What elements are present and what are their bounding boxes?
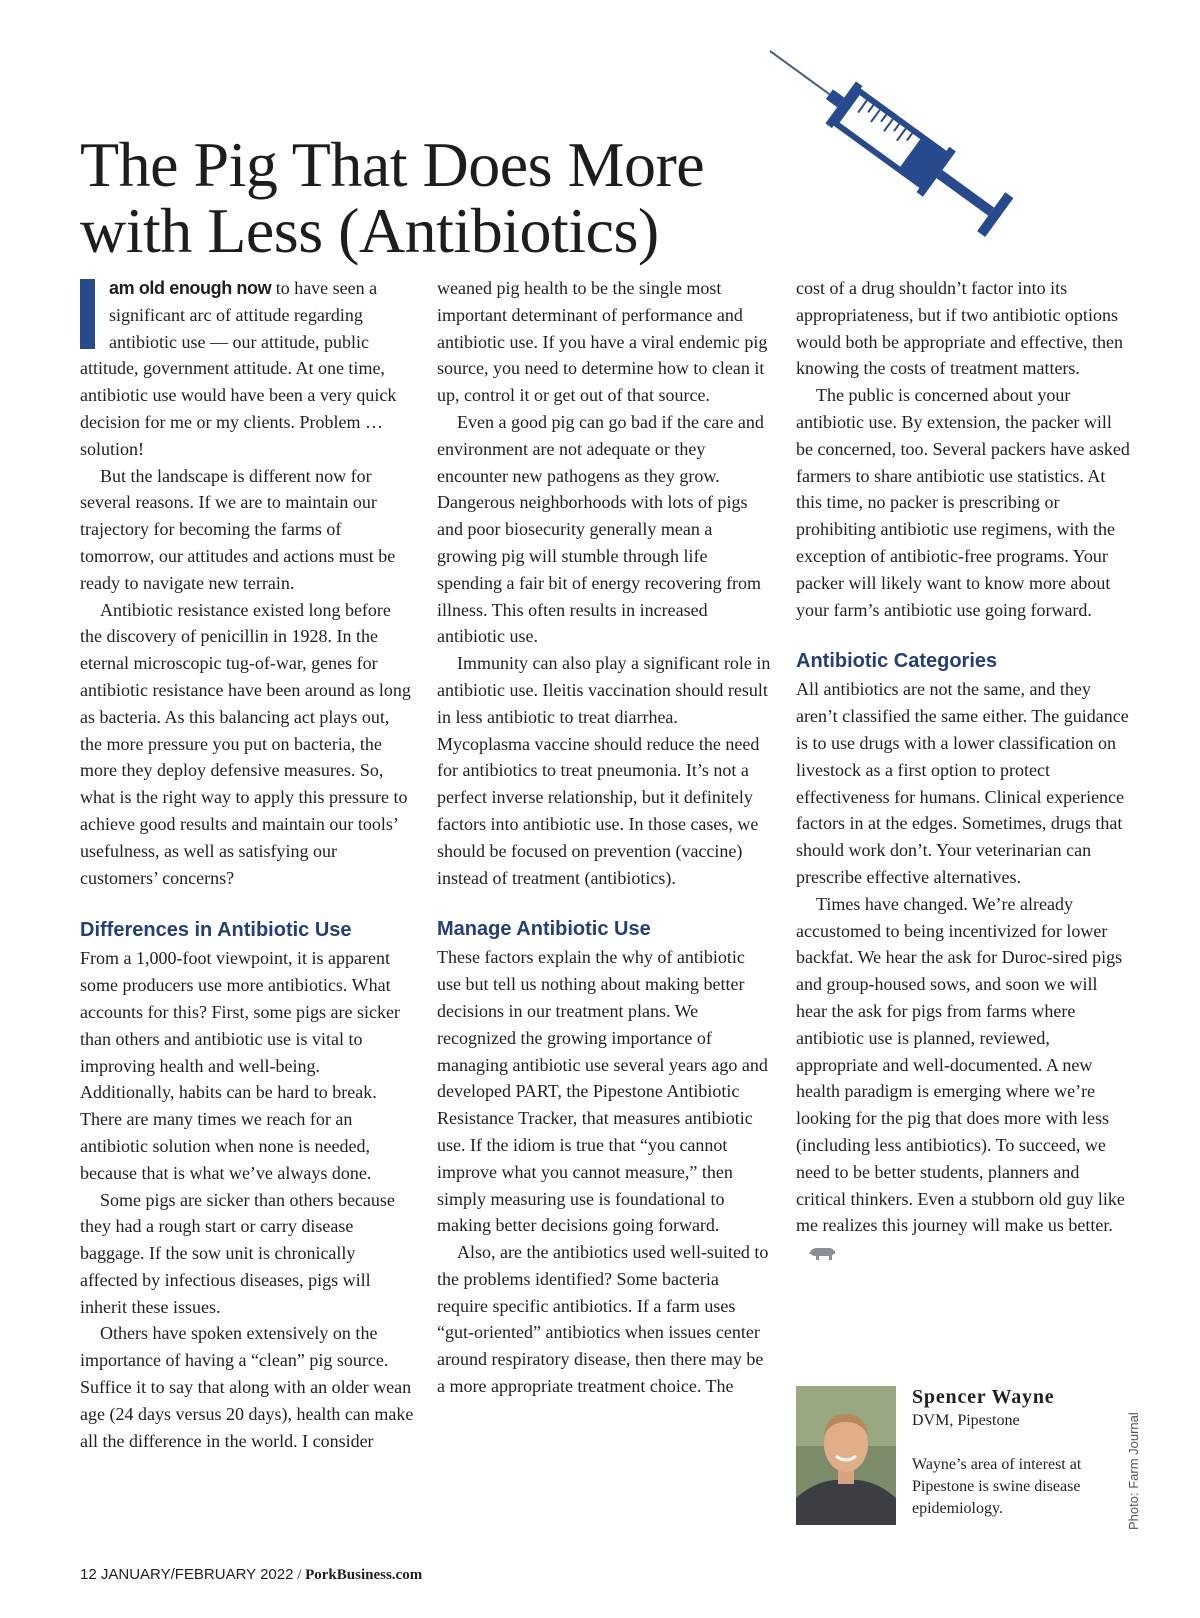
author-bio <box>796 1386 1136 1526</box>
column-1 <box>80 275 414 1454</box>
footer-site: PorkBusiness.com <box>305 1567 423 1583</box>
paragraph-closing <box>796 891 1132 1266</box>
paragraph: Some pigs are sicker than others because they had a rough start or carry disease baggage. If the sow unit is chronically affected by infectious diseases, pigs will inherit these issues. <box>80 1189 395 1317</box>
drop-cap-bar <box>80 279 95 349</box>
author-description: Wayne’s area of interest at Pipestone is swine disease epidemiology. <box>912 1456 1082 1517</box>
syringe-illustration <box>770 48 1070 273</box>
article-title <box>80 129 780 266</box>
author-photo <box>796 1386 896 1525</box>
paragraph: The public is concerned about your antibiotic use. By extension, the packer will be concerned, too. Several packers have asked farmers to share antibiotic use statistics. At this time, no packer is prescribing or prohibiting antibiotic use regimens, with the exception of antibiotic-free programs. Your packer will likely want to know more about your farm’s antibiotic use going forward. <box>796 385 1130 620</box>
pig-end-mark-icon <box>808 1246 836 1261</box>
paragraph: But the landscape is different now for several reasons. If we are to maintain our trajectory for becoming the farms of tomorrow, our attitudes and actions must be ready to navigate new terrain. <box>80 465 396 593</box>
paragraph: From a 1,000-foot viewpoint, it is apparent some producers use more antibiotics. What accounts for this? First, some pigs are sicker than others and antibiotic use is vital to improving health and well-being. Additionally, habits can be hard to break. There are many times we reach for an antibiotic solution when none is needed, because that is what we’ve always done. <box>80 948 400 1183</box>
footer-separator: / <box>293 1567 306 1583</box>
subheading-differences: Differences in Antibiotic Use <box>80 919 352 942</box>
paragraph: These factors explain the why of antibiotic use but tell us nothing about making better decisions in our treatment plans. We recognized the growing importance of managing antibiotic use several years ago and developed PART, the Pipestone Antibiotic Resistance Tracker, that measures antibiotic use. If the idiom is true that “you cannot improve what you cannot measure,” then simply measuring use is foundational to making better decisions going forward. <box>437 947 768 1236</box>
column-2 <box>437 275 771 1400</box>
paragraph: Even a good pig can go bad if the care and environment are not adequate or they encounter new pathogens as they grow. Dangerous neighborhoods with lots of pigs and poor biosecurity generally mean a growing pig will stumble through life spending a fair bit of energy recovering from illness. This often results in increased antibiotic use. <box>437 411 764 647</box>
column-3 <box>796 275 1132 1266</box>
lead-in: am old enough now <box>109 278 272 298</box>
subheading-categories: Antibiotic Categories <box>796 650 998 673</box>
author-name: Spencer Wayne <box>912 1386 1055 1408</box>
author-role: DVM, Pipestone <box>912 1412 1020 1429</box>
page-number-issue: 12 JANUARY/FEBRUARY 2022 <box>80 1566 294 1583</box>
title-line-1: The Pig That Does More <box>80 129 705 200</box>
title-line-2: with Less (Antibiotics) <box>80 195 659 266</box>
paragraph: weaned pig health to be the single most important determinant of performance and antibiotic use. If you have a viral endemic pig source, you need to determine how to clean it up, control it or get out of that source. <box>437 278 768 406</box>
paragraph: Also, are the antibiotics used well-suited to the problems identified? Some bacteria require specific antibiotics. If a farm uses “gut-oriented” antibiotics when issues center around respiratory disease, then there may be a more appropriate treatment choice. The <box>437 1242 769 1397</box>
paragraph: All antibiotics are not the same, and they aren’t classified the same either. The guidance is to use drugs with a lower classification on livestock as a first option to protect effectiveness for humans. Clinical experience factors in at the edges. Sometimes, drugs that should work don’t. Your veterinarian can prescribe effective alternatives. <box>796 679 1129 887</box>
intro-text: to have seen a significant arc of attitude regarding antibiotic use — our attitude, public attitude, government attitude. At one time, antibiotic use would have been a very quick decision for me or my clients. Problem … solution! <box>80 278 397 459</box>
paragraph: Antibiotic resistance existed long before the discovery of penicillin in 1928. In the eternal microscopic tug-of-war, genes for antibiotic resistance have been around as long as bacteria. As this balancing act plays out, the more pressure you put on bacteria, the more they deploy defensive measures. So, what is the right way to apply this pressure to achieve good results and maintain our tools’ usefulness, as well as satisfying our customers’ concerns? <box>80 599 411 888</box>
paragraph: Others have spoken extensively on the importance of having a “clean” pig source. Suffice it to say that along with an older wean age (24 days versus 20 days), health can make all the difference in the world. I consider <box>80 1323 414 1451</box>
page-footer <box>80 1566 422 1584</box>
paragraph: cost of a drug shouldn’t factor into its appropriateness, but if two antibiotic options would both be appropriate and effective, then knowing the costs of treatment matters. <box>796 278 1124 379</box>
paragraph-intro <box>80 275 414 463</box>
paragraph: Immunity can also play a significant role in antibiotic use. Ileitis vaccination should result in less antibiotic to treat diarrhea. Mycoplasma vaccine should reduce the need for antibiotics to treat pneumonia. It’s not a perfect inverse relationship, but it definitely factors into antibiotic use. In those cases, we should be focused on prevention (vaccine) instead of treatment (antibiotics). <box>437 653 771 888</box>
subheading-manage: Manage Antibiotic Use <box>437 918 651 941</box>
closing-text: Times have changed. We’re already accustomed to being incentivized for lower backfat. We hear the ask for Duroc-sired pigs and group-housed sows, and soon we will hear the ask for pigs from farms where antibiotic use is planned, reviewed, appropriate and well-documented. A new health paradigm is emerging where we’re looking for the pig that does more with less (including less antibiotics). To succeed, we need to be better students, planners and critical thinkers. Even a stubborn old guy like me realizes this journey will make us better. <box>796 893 1125 1236</box>
photo-credit: Photo: Farm Journal <box>1126 1412 1141 1530</box>
